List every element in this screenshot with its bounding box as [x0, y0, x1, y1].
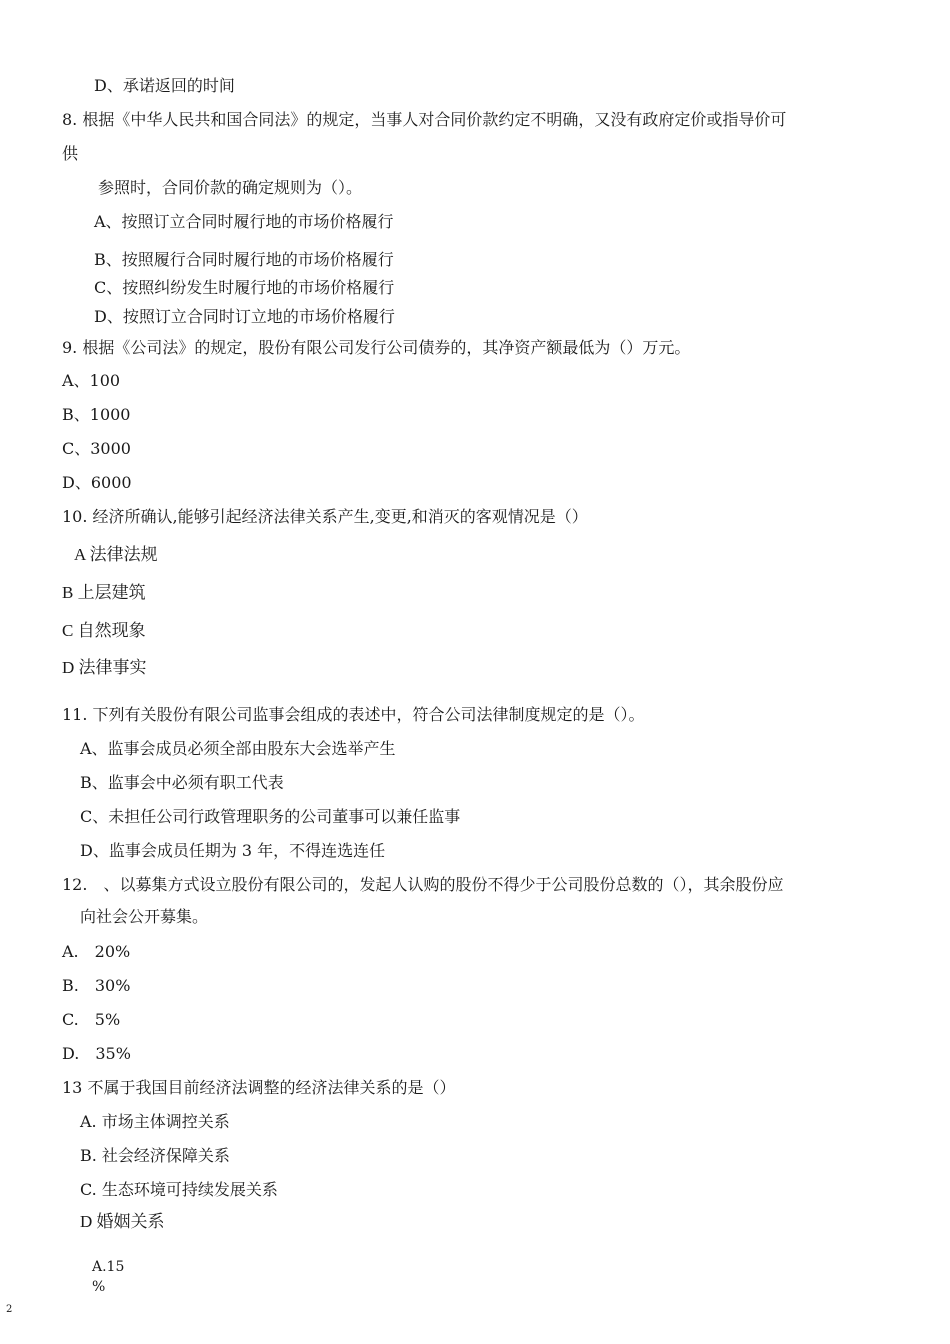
q13-option-a: A. 市场主体调控关系 — [80, 1112, 230, 1131]
stray-percent: % — [92, 1279, 106, 1295]
q7-option-d: D、承诺返回的时间 — [94, 76, 235, 95]
q11-option-b: B、监事会中必须有职工代表 — [80, 773, 284, 792]
q9-option-c: C、3000 — [62, 439, 131, 458]
q12-option-b: B. 30% — [62, 976, 131, 995]
q8-stem-wrap: 供 — [62, 144, 79, 163]
q12-option-c: C. 5% — [62, 1010, 121, 1029]
q8-option-d: D、按照订立合同时订立地的市场价格履行 — [94, 307, 395, 326]
q12-option-d: D. 35% — [62, 1044, 131, 1063]
q9-option-d: D、6000 — [62, 473, 132, 492]
q8-stem: 8. 根据《中华人民共和国合同法》的规定，当事人对合同价款约定不明确，又没有政府定价或指导价可 — [62, 110, 787, 129]
q12-stem-wrap: 向社会公开募集。 — [80, 907, 209, 926]
page-number: 2 — [6, 1304, 13, 1315]
q11-option-c: C、未担任公司行政管理职务的公司董事可以兼任监事 — [80, 807, 461, 826]
q10-option-b: B 上层建筑 — [62, 583, 146, 602]
q10-stem: 10. 经济所确认,能够引起经济法律关系产生,变更,和消灭的客观情况是（） — [62, 507, 588, 526]
q9-option-b: B、1000 — [62, 405, 131, 424]
q12-stem: 12. 、以募集方式设立股份有限公司的，发起人认购的股份不得少于公司股份总数的（），其余股份应 — [62, 875, 784, 894]
q11-option-a: A、监事会成员必须全部由股东大会选举产生 — [80, 739, 396, 758]
q8-option-c: C、按照纠纷发生时履行地的市场价格履行 — [94, 278, 395, 297]
q13-stem: 13 不属于我国目前经济法调整的经济法律关系的是（） — [62, 1078, 456, 1097]
q8-option-b: B、按照履行合同时履行地的市场价格履行 — [94, 250, 394, 269]
q11-option-d: D、监事会成员任期为 3 年，不得连选连任 — [80, 841, 386, 860]
q11-stem: 11. 下列有关股份有限公司监事会组成的表述中，符合公司法律制度规定的是（）。 — [62, 705, 645, 724]
q8-stem-cont: 参照时，合同价款的确定规则为（）。 — [98, 178, 363, 197]
q10-option-c: C 自然现象 — [62, 621, 146, 640]
q9-option-a: A、100 — [62, 371, 121, 390]
stray-option-a: A.15 — [92, 1259, 125, 1275]
q13-option-b: B. 社会经济保障关系 — [80, 1146, 230, 1165]
q10-option-a: A 法律法规 — [74, 545, 158, 564]
q13-option-d: D 婚姻关系 — [80, 1212, 165, 1231]
q12-option-a: A. 20% — [62, 942, 131, 961]
q10-option-d: D 法律事实 — [62, 658, 147, 677]
q9-stem: 9. 根据《公司法》的规定，股份有限公司发行公司债券的，其净资产额最低为（）万元。 — [62, 338, 691, 357]
q13-option-c: C. 生态环境可持续发展关系 — [80, 1180, 278, 1199]
q8-option-a: A、按照订立合同时履行地的市场价格履行 — [94, 212, 394, 231]
